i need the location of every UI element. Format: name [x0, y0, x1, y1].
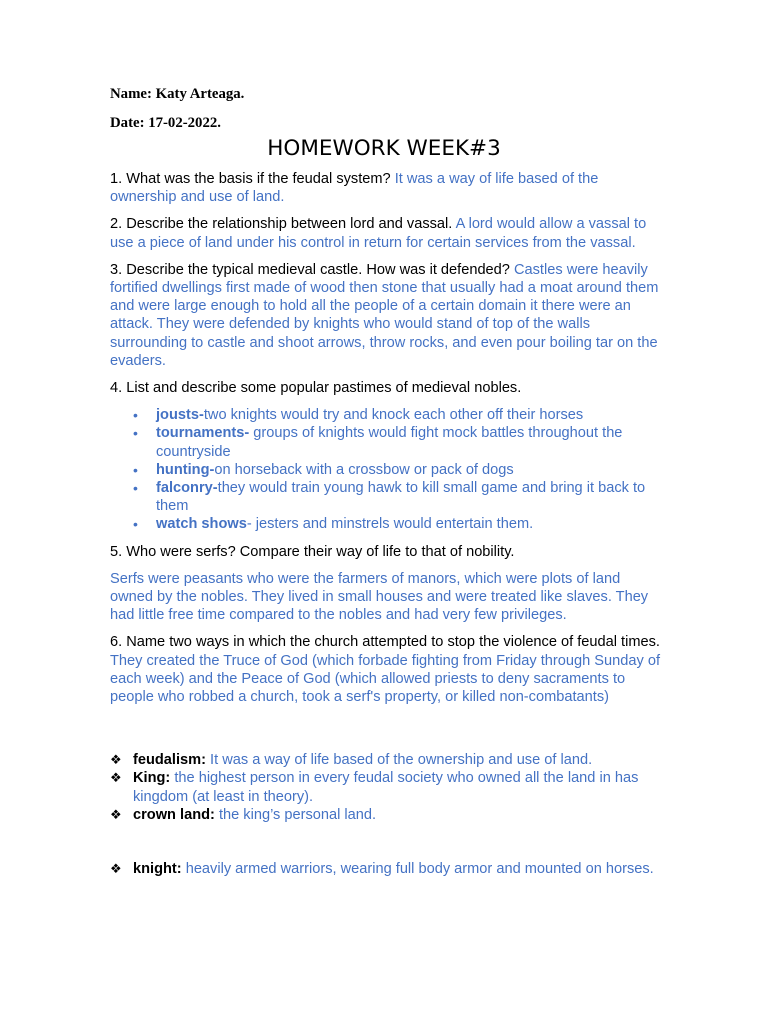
bullet-icon: • [133, 516, 138, 533]
document-body [110, 85, 662, 878]
pastime-desc: - jesters and minstrels would entertain them. [246, 516, 534, 533]
glossary-term: knight: [133, 861, 182, 878]
pastime-desc: two knights would try and knock each other off their horses [203, 407, 584, 424]
list-item [133, 424, 662, 460]
answer-text: A lord would allow a vassal to use a piece of land under his control in return for certain services from the vassal. [110, 216, 647, 251]
question-text: 5. Who were serfs? Compare their way of life to that of nobility. [110, 543, 515, 560]
list-item [133, 406, 662, 424]
glossary-definition: the king’s personal land. [218, 806, 377, 823]
answer-text: They created the Truce of God (which forbade fighting from Friday through Sunday of each week) and the Peace of God (which allowed priests to deny sacraments to people who robbed a church, took a serf's property, or killed non-combatants) [110, 652, 660, 706]
glossary-definition: It was a way of life based of the ownership and use of land. [210, 752, 593, 769]
question-1 [110, 170, 662, 206]
glossary-definition: heavily armed warriors, wearing full body armor and mounted on horses. [185, 861, 654, 878]
diamond-bullet-icon: ❖ [110, 770, 122, 786]
question-3 [110, 261, 662, 370]
question-2 [110, 215, 662, 251]
glossary-item [110, 806, 662, 824]
question-text: 2. Describe the relationship between lord and vassal. [110, 216, 453, 233]
homework-date: Date: 17-02-2022. [110, 115, 221, 131]
pastime-desc: groups of knights would fight mock battles throughout the countryside [156, 425, 623, 460]
pastime-term: watch shows [156, 516, 247, 533]
list-item [133, 461, 662, 479]
answer-text: It was a way of life based of the ownership and use of land. [110, 171, 599, 206]
bullet-icon: • [133, 425, 138, 442]
pastime-term: tournaments- [156, 425, 250, 442]
glossary-item [110, 769, 662, 805]
pastimes-list [110, 406, 662, 533]
glossary-term: King: [133, 770, 171, 787]
glossary-item [110, 751, 662, 769]
answer-5: Serfs were peasants who were the farmers of manors, which were plots of land owned by the nobles. They lived in small houses and were treated like slaves. They had little free time compared to the nobles and had very few privileges. [110, 570, 649, 624]
question-text: 1. What was the basis if the feudal system? [110, 171, 391, 187]
pastime-desc: they would train young hawk to kill small game and bring it back to them [156, 480, 646, 515]
diamond-bullet-icon: ❖ [110, 752, 122, 768]
pastime-term: jousts- [156, 407, 204, 424]
question-text: 4. List and describe some popular pastimes of medieval nobles. [110, 380, 522, 397]
bullet-icon: • [133, 480, 138, 497]
question-text: 6. Name two ways in which the church attempted to stop the violence of feudal times. [110, 634, 660, 651]
student-name: Name: Katy Arteaga. [110, 86, 245, 102]
list-item [133, 515, 662, 533]
diamond-bullet-icon: ❖ [110, 861, 122, 877]
glossary-list [110, 751, 662, 824]
pastime-term: hunting- [156, 461, 215, 478]
page-title: HOMEWORK WEEK#3 [267, 136, 501, 161]
glossary-list [110, 860, 662, 878]
pastime-desc: on horseback with a crossbow or pack of dogs [214, 461, 514, 478]
question-text: 3. Describe the typical medieval castle. How was it defended? [110, 261, 510, 278]
bullet-icon: • [133, 461, 138, 478]
question-6 [110, 633, 662, 706]
glossary-definition: the highest person in every feudal society who owned all the land in has kingdom (at least in theory). [133, 770, 639, 805]
answer-text: Castles were heavily fortified dwellings first made of wood then stone that usually had a moat around them and were large enough to hold all the people of a certain domain it there were an attack. They were defended by knights who would stand of top of the walls surrounding to castle and shoot arrows, throw rocks, and even pour boiling tar on the evaders. [110, 261, 659, 369]
question-4 [110, 379, 662, 397]
diamond-bullet-icon: ❖ [110, 806, 122, 822]
question-5 [110, 543, 662, 561]
glossary-term: crown land: [133, 806, 215, 823]
list-item [133, 479, 662, 515]
pastime-term: falconry- [156, 480, 218, 497]
bullet-icon: • [133, 407, 138, 424]
glossary-term: feudalism: [133, 752, 206, 769]
glossary-item [110, 860, 662, 878]
